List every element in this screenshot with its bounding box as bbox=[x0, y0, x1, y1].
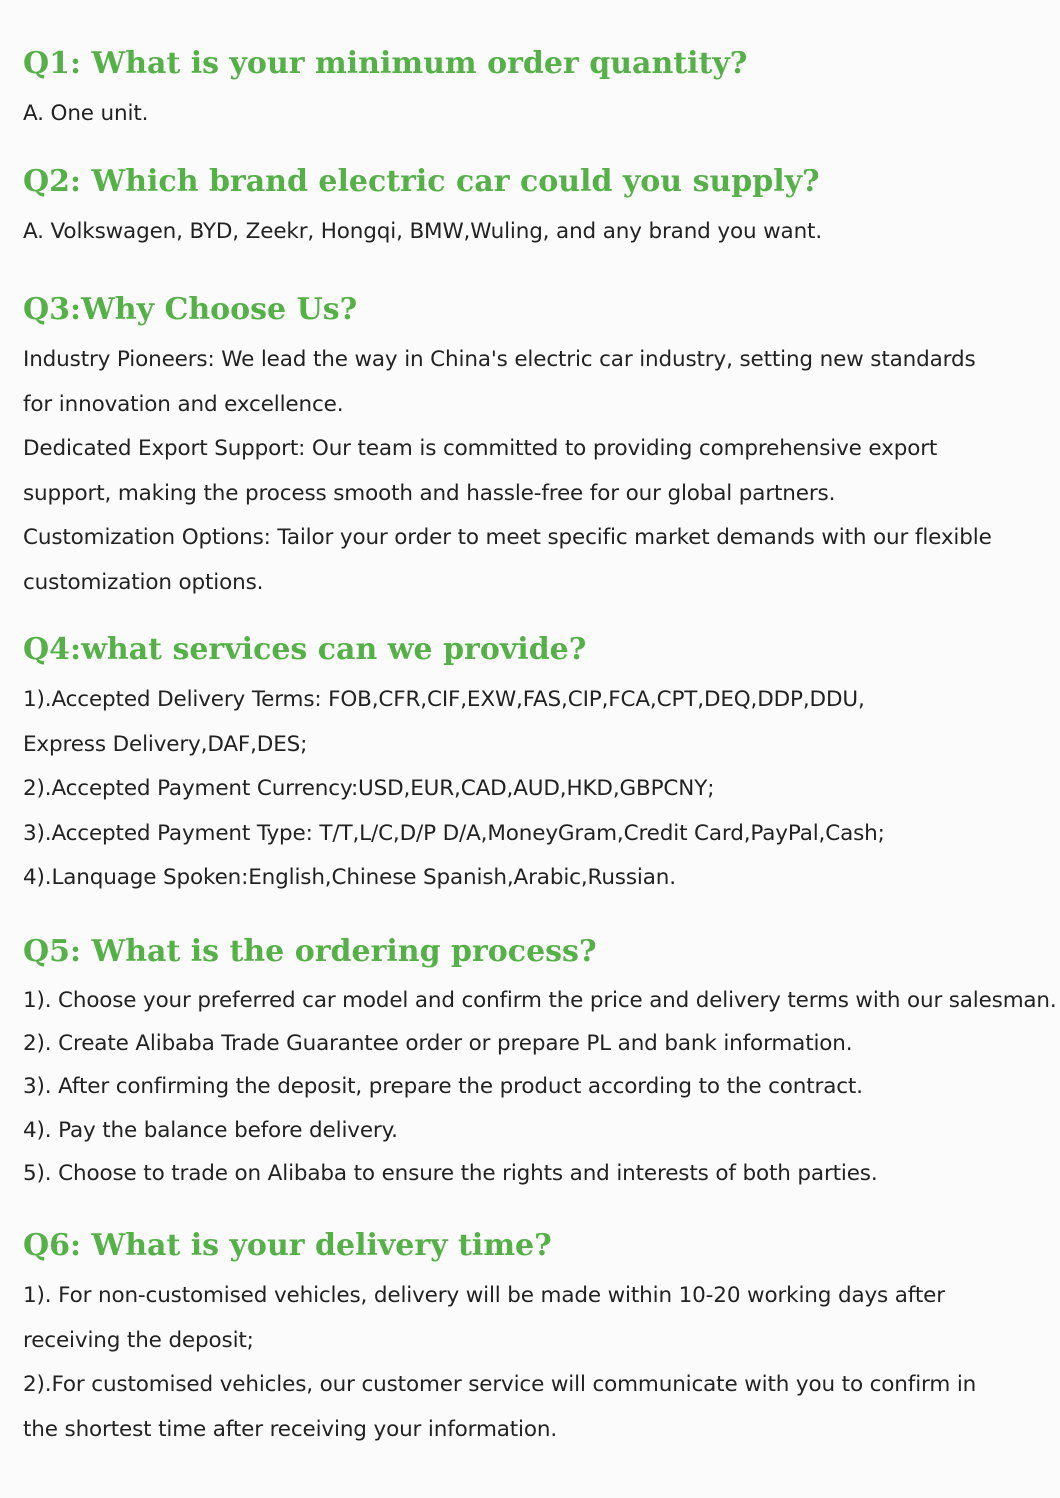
faq-answer-3-line-2: for innovation and excellence. bbox=[23, 392, 344, 417]
faq-question-4: Q4:what services can we provide? bbox=[23, 632, 587, 667]
faq-question-6: Q6: What is your delivery time? bbox=[23, 1228, 552, 1263]
faq-answer-3-line-5: Customization Options: Tailor your order to meet specific market demands with our flexible bbox=[23, 525, 992, 550]
faq-answer-4-line-2: Express Delivery,DAF,DES; bbox=[23, 732, 308, 757]
faq-answer-5-line-3: 3). After confirming the deposit, prepare the product according to the contract. bbox=[23, 1074, 863, 1099]
faq-answer-5-line-4: 4). Pay the balance before delivery. bbox=[23, 1118, 398, 1143]
faq-answer-6-line-3: 2).For customised vehicles, our customer service will communicate with you to confirm in bbox=[23, 1372, 977, 1397]
faq-question-5: Q5: What is the ordering process? bbox=[23, 934, 597, 969]
faq-answer-2-line-1: A. Volkswagen, BYD, Zeekr, Hongqi, BMW,Wuling, and any brand you want. bbox=[23, 219, 823, 244]
faq-answer-3-line-4: support, making the process smooth and hassle-free for our global partners. bbox=[23, 481, 836, 506]
faq-answer-4-line-4: 3).Accepted Payment Type: T/T,L/C,D/P D/A,MoneyGram,Credit Card,PayPal,Cash; bbox=[23, 821, 885, 846]
faq-answer-5-line-2: 2). Create Alibaba Trade Guarantee order or prepare PL and bank information. bbox=[23, 1031, 853, 1056]
faq-answer-3-line-6: customization options. bbox=[23, 570, 264, 595]
faq-question-3: Q3:Why Choose Us? bbox=[23, 292, 358, 327]
faq-answer-6-line-1: 1). For non-customised vehicles, delivery will be made within 10-20 working days after bbox=[23, 1283, 945, 1308]
faq-answer-5-line-1: 1). Choose your preferred car model and confirm the price and delivery terms with our salesman. bbox=[23, 988, 1057, 1013]
faq-question-2: Q2: Which brand electric car could you supply? bbox=[23, 164, 820, 199]
faq-answer-4-line-3: 2).Accepted Payment Currency:USD,EUR,CAD,AUD,HKD,GBPCNY; bbox=[23, 776, 715, 801]
faq-question-1: Q1: What is your minimum order quantity? bbox=[23, 46, 748, 81]
faq-answer-4-line-1: 1).Accepted Delivery Terms: FOB,CFR,CIF,EXW,FAS,CIP,FCA,CPT,DEQ,DDP,DDU, bbox=[23, 687, 865, 712]
faq-answer-5-line-5: 5). Choose to trade on Alibaba to ensure the rights and interests of both parties. bbox=[23, 1161, 878, 1186]
faq-answer-4-line-5: 4).Lanquage Spoken:English,Chinese Spanish,Arabic,Russian. bbox=[23, 865, 676, 890]
faq-answer-6-line-4: the shortest time after receiving your information. bbox=[23, 1417, 558, 1442]
faq-answer-6-line-2: receiving the deposit; bbox=[23, 1328, 254, 1353]
faq-answer-3-line-3: Dedicated Export Support: Our team is committed to providing comprehensive export bbox=[23, 436, 938, 461]
faq-answer-3-line-1: Industry Pioneers: We lead the way in China's electric car industry, setting new standards bbox=[23, 347, 976, 372]
faq-answer-1-line-1: A. One unit. bbox=[23, 101, 149, 126]
